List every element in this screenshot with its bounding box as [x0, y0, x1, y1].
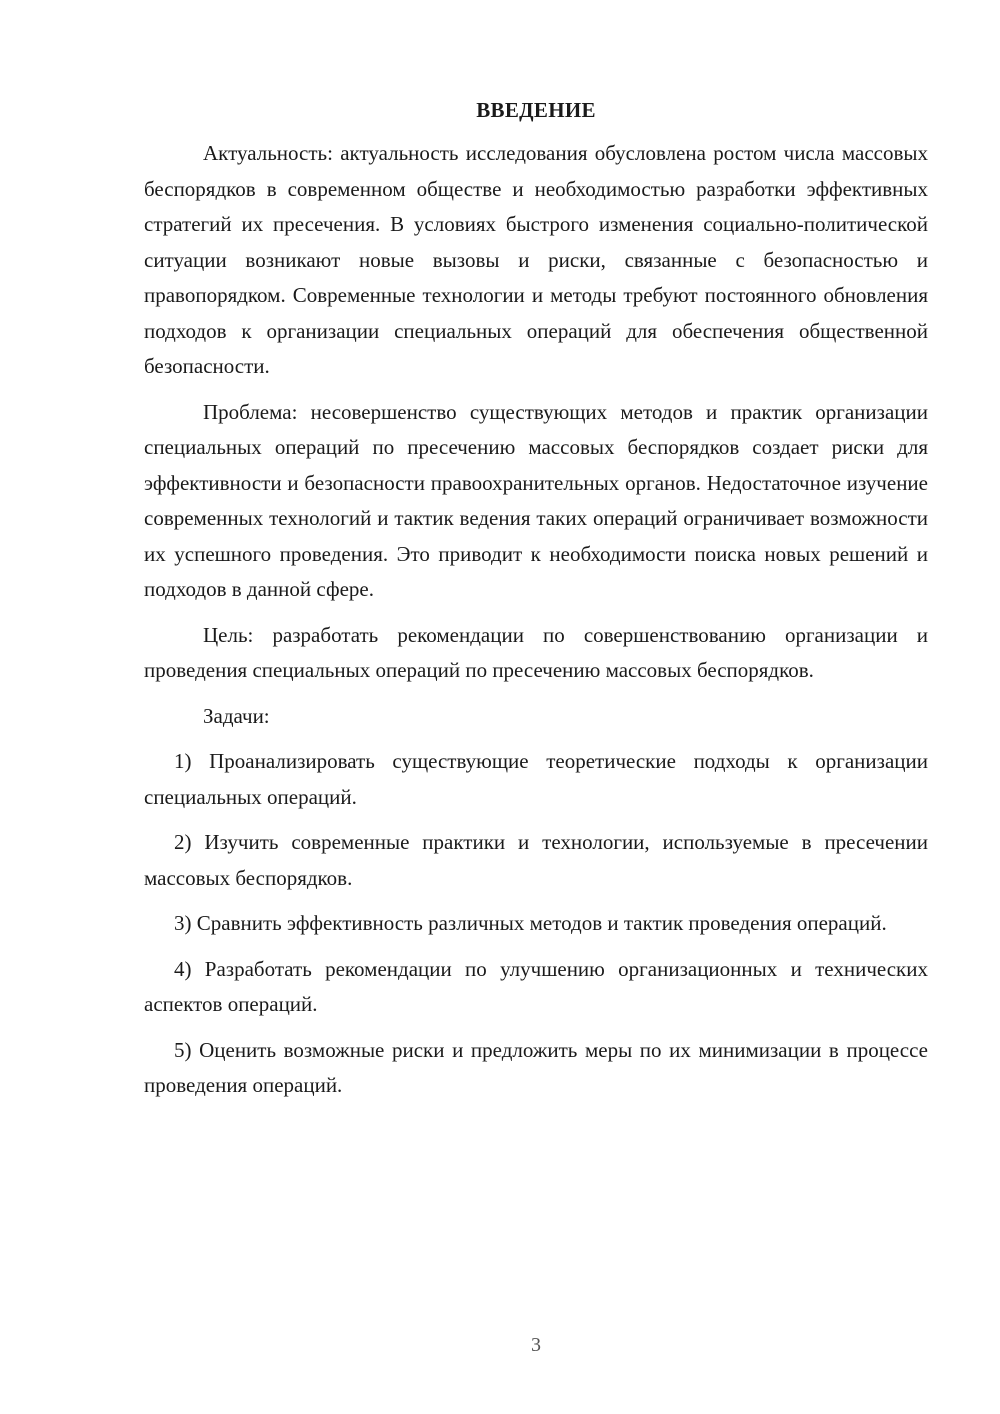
paragraph-goal: Цель: разработать рекомендации по совершенствованию организации и проведения специальных операций по пресечению массовых беспорядков.	[144, 622, 928, 682]
list-item: 5) Оценить возможные риски и предложить меры по их минимизации в процессе проведения операций.	[144, 1037, 928, 1097]
list-item: 3) Сравнить эффективность различных методов и тактик проведения операций.	[174, 911, 887, 935]
paragraph-relevance: Актуальность: актуальность исследования обусловлена ростом числа массовых беспорядков в современном обществе и необходимостью разработки эффективных стратегий их пресечения. В условиях быстрого изменения социально-политической ситуации возникают новые вызовы и риски, связанные с безопасностью и правопорядком. Современные технологии и методы требуют постоянного обновления подходов к организации специальных операций для обеспечения общественной безопасности.	[144, 141, 928, 378]
document-body	[144, 96, 928, 1114]
tasks-list	[144, 744, 928, 1104]
list-item: 4) Разработать рекомендации по улучшению организационных и технических аспектов операций.	[144, 956, 928, 1016]
list-item: 2) Изучить современные практики и технологии, используемые в пресечении массовых беспорядков.	[144, 830, 928, 890]
list-item: 1) Проанализировать существующие теоретические подходы к организации специальных операций.	[144, 749, 928, 809]
paragraph-problem: Проблема: несовершенство существующих методов и практик организации специальных операций по пресечению массовых беспорядков создает риски для эффективности и безопасности правоохранительных органов. Недостаточное изучение современных технологий и тактик ведения таких операций ограничивает возможности их успешного проведения. Это приводит к необходимости поиска новых решений и подходов в данной сфере.	[144, 399, 928, 601]
tasks-label: Задачи:	[203, 703, 270, 728]
page-number: 3	[531, 1334, 541, 1356]
section-heading: ВВЕДЕНИЕ	[476, 98, 596, 122]
